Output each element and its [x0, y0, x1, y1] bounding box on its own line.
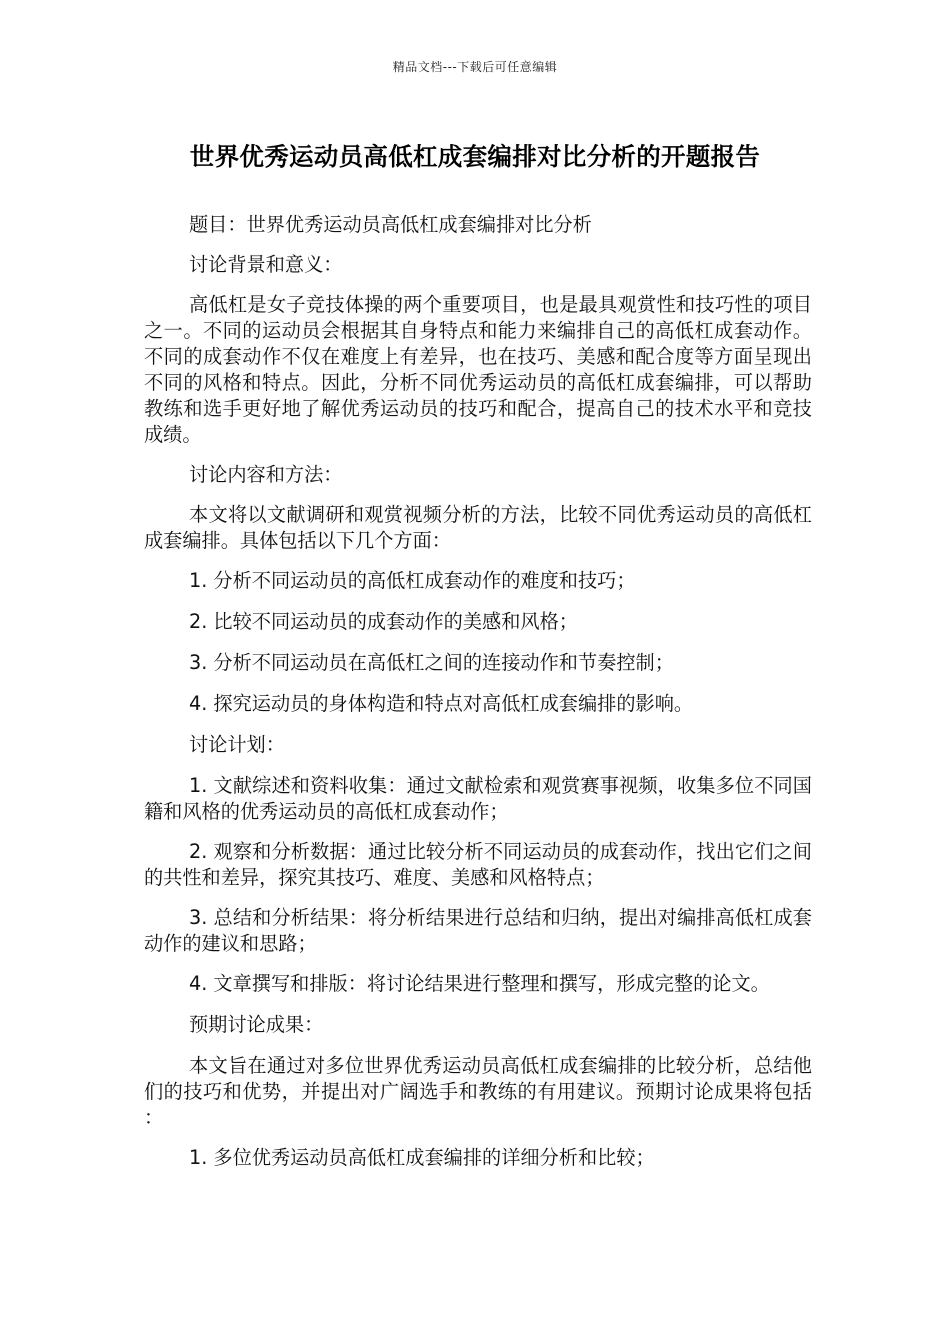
plan-item-1: 1. 文献综述和资料收集：通过文献检索和观赏赛事视频，收集多位不同国籍和风格的优秀运动员的高低杠成套动作；	[144, 774, 812, 823]
document-title: 世界优秀运动员高低杠成套编排对比分析的开题报告	[189, 142, 761, 171]
method-paragraph: 本文将以文献调研和观赏视频分析的方法，比较不同优秀运动员的高低杠成套编排。具体包括以下几个方面：	[144, 503, 812, 552]
plan-item-2: 2. 观察和分析数据：通过比较分析不同运动员的成套动作，找出它们之间的共性和差异，探究其技巧、难度、美感和风格特点；	[144, 840, 812, 889]
background-paragraph: 高低杠是女子竞技体操的两个重要项目，也是最具观赏性和技巧性的项目之一。不同的运动员会根据其自身特点和能力来编排自己的高低杠成套动作。不同的成套动作不仅在难度上有差异，也在技巧、美感和配合度等方面呈现出不同的风格和特点。因此，分析不同优秀运动员的高低杠成套编排，可以帮助教练和选手更好地了解优秀运动员的技巧和配合，提高自己的技术水平和竞技成绩。	[144, 293, 812, 446]
expected-results-paragraph: 本文旨在通过对多位世界优秀运动员高低杠成套编排的比较分析，总结他们的技巧和优势，并提出对广阔选手和教练的有用建议。预期讨论成果将包括：	[144, 1054, 812, 1129]
content-item-3: 3. 分析不同运动员在高低杠之间的连接动作和节奏控制；	[189, 651, 674, 674]
plan-item-3: 3. 总结和分析结果：将分析结果进行总结和归纳，提出对编排高低杠成套动作的建议和思路；	[144, 906, 812, 955]
section-heading-expected-results: 预期讨论成果：	[189, 1013, 324, 1036]
plan-item-4: 4. 文章撰写和排版：将讨论结果进行整理和撰写，形成完整的论文。	[189, 972, 770, 995]
header-note: 精品文档---下载后可任意编辑	[392, 60, 558, 74]
section-heading-plan: 讨论计划：	[189, 733, 285, 756]
expected-result-item-1: 1. 多位优秀运动员高低杠成套编排的详细分析和比较；	[189, 1146, 655, 1169]
section-heading-content-method: 讨论内容和方法：	[189, 463, 343, 486]
section-heading-background: 讨论背景和意义：	[189, 253, 343, 276]
document-body	[144, 212, 812, 1185]
topic-line: 题目：世界优秀运动员高低杠成套编排对比分析	[189, 213, 592, 236]
content-item-2: 2. 比较不同运动员的成套动作的美感和风格；	[189, 610, 578, 633]
content-item-4: 4. 探究运动员的身体构造和特点对高低杠成套编排的影响。	[189, 692, 694, 715]
content-item-1: 1. 分析不同运动员的高低杠成套动作的难度和技巧；	[189, 569, 636, 592]
